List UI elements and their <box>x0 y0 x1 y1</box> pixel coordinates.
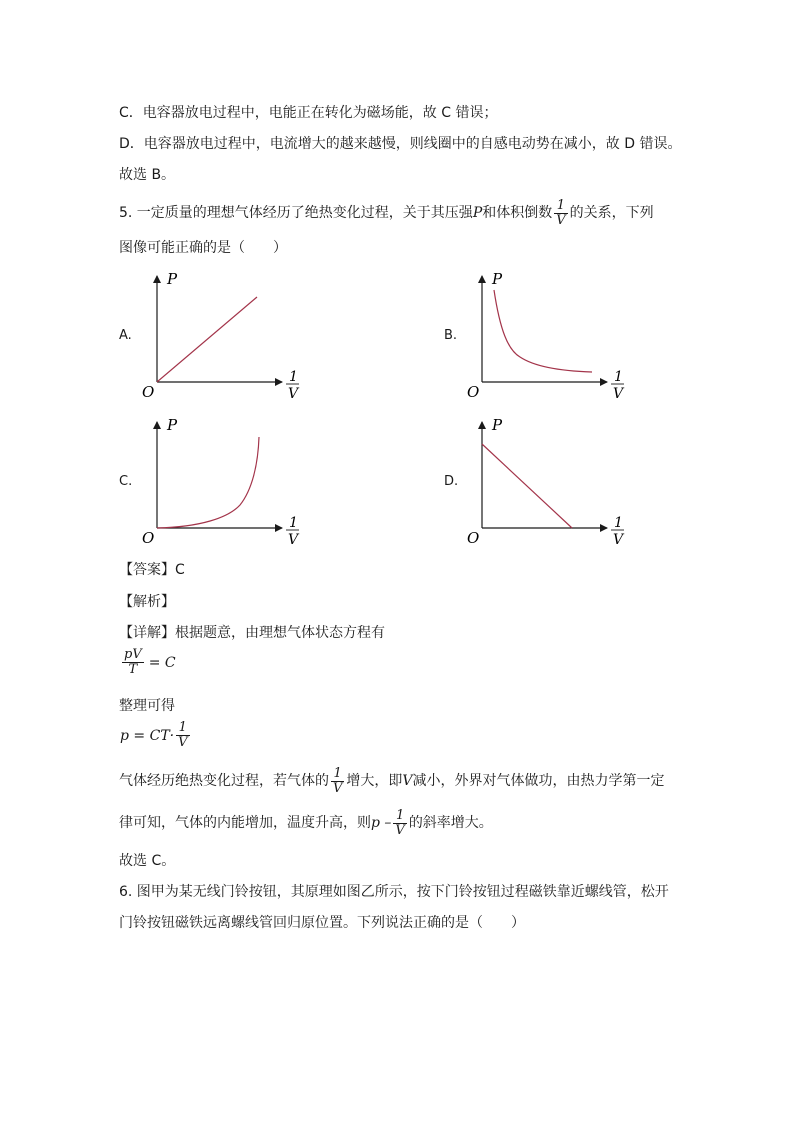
graph-d-curve <box>482 444 572 528</box>
equation-p: p = CT· $\frac{1}{V}$ <box>120 720 188 750</box>
graph-d <box>467 416 625 548</box>
detail-line: 【详解】根据题意，由理想气体状态方程有 <box>119 625 385 641</box>
question-5-stem-line2: 图像可能正确的是（ ） <box>119 240 287 256</box>
explanation-line-1: 气体经历绝热变化过程，若气体的 $\frac{1}{V}$ 增大，即V减小，外界对气体做功，由热力学第一定 <box>119 765 665 796</box>
explanation-line-2: 律可知，气体的内能增加，温度升高，则p – $\frac{1}{V}$ 的斜率增大。 <box>119 807 493 838</box>
question-6-stem-line2: 门铃按钮磁铁远离螺线管回归原位置。下列说法正确的是（ ） <box>119 915 525 931</box>
graph-d-origin: O <box>467 529 480 547</box>
graph-a-x-den: V <box>288 386 299 402</box>
graph-a <box>142 270 300 402</box>
option-label-a: A. <box>119 328 132 343</box>
option-c-explanation: C．电容器放电过程中，电能正在转化为磁场能，故 C 错误； <box>119 105 498 121</box>
graph-b-y-label: P <box>492 270 503 288</box>
graph-b <box>467 270 625 402</box>
conclusion-c: 故选 C。 <box>119 853 176 869</box>
analysis-heading: 【解析】 <box>119 594 175 610</box>
arrange-line: 整理可得 <box>119 698 175 714</box>
question-5-stem: 5. 一定质量的理想气体经历了绝热变化过程，关于其压强P和体积倒数 $\frac{1}{V}$ 的关系，下列 <box>119 197 654 228</box>
graph-d-y-label: P <box>492 416 503 434</box>
graph-c-y-label: P <box>167 416 178 434</box>
graph-a-origin: O <box>142 383 155 401</box>
option-label-c: C. <box>119 474 133 489</box>
graph-d-x-num: 1 <box>614 515 623 531</box>
answer-heading: 【答案】C <box>119 562 185 578</box>
graph-b-x-den: V <box>613 386 624 402</box>
graph-c-x-den: V <box>288 532 299 548</box>
graph-a-x-num: 1 <box>289 369 298 385</box>
conclusion-b: 故选 B。 <box>119 167 176 183</box>
option-d-explanation: D．电容器放电过程中，电流增大的越来越慢，则线圈中的自感电动势在减小，故 D 错误。 <box>119 136 682 152</box>
graph-c <box>142 416 300 548</box>
graph-a-y-label: P <box>167 270 178 288</box>
graph-b-origin: O <box>467 383 480 401</box>
graph-c-origin: O <box>142 529 155 547</box>
option-label-b: B. <box>444 328 458 343</box>
question-6-stem: 6. 图甲为某无线门铃按钮，其原理如图乙所示，按下门铃按钮过程磁铁靠近螺线管，松开 <box>119 884 669 900</box>
graph-c-x-num: 1 <box>289 515 298 531</box>
graph-b-curve <box>494 290 592 372</box>
graph-c-curve <box>157 437 259 528</box>
option-label-d: D. <box>444 474 459 489</box>
graph-a-curve <box>157 297 257 382</box>
equation-state: $\frac{pV}{T}$ = C <box>124 647 176 677</box>
graph-d-x-den: V <box>613 532 624 548</box>
graph-b-x-num: 1 <box>614 369 623 385</box>
